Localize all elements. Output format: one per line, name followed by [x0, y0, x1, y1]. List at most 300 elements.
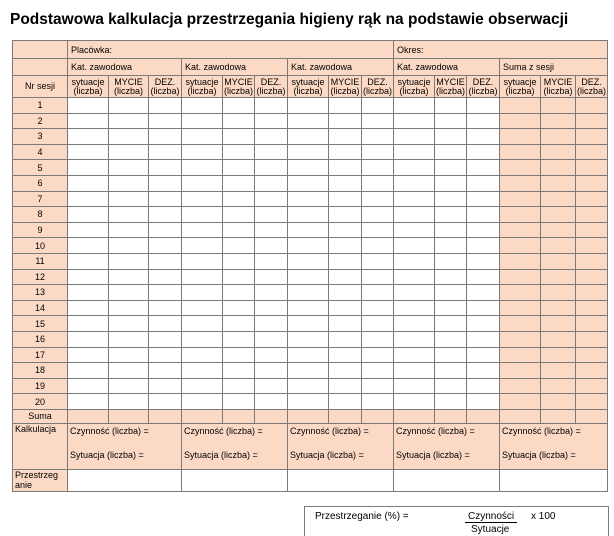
entry-cell[interactable]: [288, 222, 329, 238]
entry-cell[interactable]: [223, 98, 255, 114]
entry-cell[interactable]: [68, 175, 109, 191]
entry-cell[interactable]: [223, 363, 255, 379]
entry-cell[interactable]: [288, 129, 329, 145]
entry-cell[interactable]: [329, 113, 362, 129]
entry-cell[interactable]: [68, 347, 109, 363]
entry-cell[interactable]: [109, 98, 149, 114]
entry-cell[interactable]: [394, 363, 435, 379]
entry-cell[interactable]: [329, 347, 362, 363]
entry-cell[interactable]: [149, 316, 182, 332]
entry-cell[interactable]: [500, 394, 541, 410]
entry-cell[interactable]: [541, 222, 576, 238]
entry-cell[interactable]: [109, 144, 149, 160]
entry-cell[interactable]: [362, 331, 394, 347]
entry-cell[interactable]: [68, 394, 109, 410]
entry-cell[interactable]: [182, 269, 223, 285]
entry-cell[interactable]: [223, 222, 255, 238]
entry-cell[interactable]: [435, 316, 467, 332]
entry-cell[interactable]: [467, 378, 500, 394]
entry-cell[interactable]: [255, 144, 288, 160]
entry-cell[interactable]: [329, 316, 362, 332]
entry-cell[interactable]: [362, 222, 394, 238]
entry-cell[interactable]: [435, 331, 467, 347]
entry-cell[interactable]: [255, 347, 288, 363]
entry-cell[interactable]: [394, 207, 435, 223]
entry-cell[interactable]: [109, 253, 149, 269]
suma-cell[interactable]: [288, 409, 329, 423]
entry-cell[interactable]: [467, 347, 500, 363]
entry-cell[interactable]: [329, 269, 362, 285]
entry-cell[interactable]: [255, 160, 288, 176]
entry-cell[interactable]: [541, 129, 576, 145]
przestrzeganie-cell-1[interactable]: [68, 469, 182, 491]
entry-cell[interactable]: [576, 238, 608, 254]
entry-cell[interactable]: [182, 98, 223, 114]
entry-cell[interactable]: [541, 113, 576, 129]
suma-cell[interactable]: [255, 409, 288, 423]
entry-cell[interactable]: [149, 363, 182, 379]
entry-cell[interactable]: [288, 394, 329, 410]
entry-cell[interactable]: [576, 269, 608, 285]
entry-cell[interactable]: [255, 269, 288, 285]
entry-cell[interactable]: [68, 316, 109, 332]
entry-cell[interactable]: [329, 129, 362, 145]
entry-cell[interactable]: [288, 285, 329, 301]
entry-cell[interactable]: [541, 98, 576, 114]
entry-cell[interactable]: [288, 331, 329, 347]
entry-cell[interactable]: [435, 207, 467, 223]
entry-cell[interactable]: [68, 238, 109, 254]
entry-cell[interactable]: [223, 129, 255, 145]
entry-cell[interactable]: [541, 394, 576, 410]
entry-cell[interactable]: [182, 378, 223, 394]
entry-cell[interactable]: [576, 207, 608, 223]
entry-cell[interactable]: [435, 144, 467, 160]
entry-cell[interactable]: [182, 347, 223, 363]
entry-cell[interactable]: [182, 300, 223, 316]
entry-cell[interactable]: [182, 113, 223, 129]
entry-cell[interactable]: [500, 316, 541, 332]
entry-cell[interactable]: [576, 175, 608, 191]
entry-cell[interactable]: [329, 222, 362, 238]
entry-cell[interactable]: [435, 347, 467, 363]
entry-cell[interactable]: [467, 331, 500, 347]
entry-cell[interactable]: [288, 238, 329, 254]
entry-cell[interactable]: [541, 363, 576, 379]
suma-cell[interactable]: [467, 409, 500, 423]
entry-cell[interactable]: [68, 222, 109, 238]
entry-cell[interactable]: [223, 238, 255, 254]
entry-cell[interactable]: [68, 129, 109, 145]
entry-cell[interactable]: [576, 347, 608, 363]
entry-cell[interactable]: [255, 316, 288, 332]
entry-cell[interactable]: [541, 253, 576, 269]
entry-cell[interactable]: [467, 191, 500, 207]
entry-cell[interactable]: [329, 144, 362, 160]
entry-cell[interactable]: [255, 300, 288, 316]
entry-cell[interactable]: [149, 113, 182, 129]
entry-cell[interactable]: [223, 285, 255, 301]
entry-cell[interactable]: [394, 113, 435, 129]
entry-cell[interactable]: [149, 347, 182, 363]
entry-cell[interactable]: [68, 378, 109, 394]
entry-cell[interactable]: [149, 129, 182, 145]
entry-cell[interactable]: [435, 394, 467, 410]
entry-cell[interactable]: [149, 191, 182, 207]
entry-cell[interactable]: [435, 300, 467, 316]
entry-cell[interactable]: [149, 160, 182, 176]
entry-cell[interactable]: [500, 207, 541, 223]
entry-cell[interactable]: [109, 285, 149, 301]
entry-cell[interactable]: [288, 378, 329, 394]
entry-cell[interactable]: [435, 253, 467, 269]
entry-cell[interactable]: [255, 113, 288, 129]
entry-cell[interactable]: [467, 394, 500, 410]
entry-cell[interactable]: [182, 253, 223, 269]
entry-cell[interactable]: [394, 316, 435, 332]
entry-cell[interactable]: [541, 269, 576, 285]
entry-cell[interactable]: [68, 285, 109, 301]
entry-cell[interactable]: [255, 98, 288, 114]
entry-cell[interactable]: [109, 160, 149, 176]
entry-cell[interactable]: [329, 378, 362, 394]
entry-cell[interactable]: [394, 378, 435, 394]
entry-cell[interactable]: [255, 363, 288, 379]
entry-cell[interactable]: [68, 253, 109, 269]
entry-cell[interactable]: [435, 113, 467, 129]
entry-cell[interactable]: [182, 363, 223, 379]
suma-cell[interactable]: [576, 409, 608, 423]
entry-cell[interactable]: [541, 238, 576, 254]
entry-cell[interactable]: [362, 175, 394, 191]
entry-cell[interactable]: [362, 238, 394, 254]
entry-cell[interactable]: [182, 222, 223, 238]
entry-cell[interactable]: [149, 253, 182, 269]
entry-cell[interactable]: [362, 300, 394, 316]
entry-cell[interactable]: [182, 394, 223, 410]
entry-cell[interactable]: [182, 331, 223, 347]
entry-cell[interactable]: [255, 378, 288, 394]
entry-cell[interactable]: [362, 207, 394, 223]
entry-cell[interactable]: [329, 253, 362, 269]
entry-cell[interactable]: [467, 98, 500, 114]
entry-cell[interactable]: [576, 222, 608, 238]
entry-cell[interactable]: [149, 269, 182, 285]
entry-cell[interactable]: [223, 378, 255, 394]
entry-cell[interactable]: [149, 285, 182, 301]
entry-cell[interactable]: [149, 394, 182, 410]
entry-cell[interactable]: [500, 129, 541, 145]
entry-cell[interactable]: [467, 113, 500, 129]
entry-cell[interactable]: [223, 207, 255, 223]
entry-cell[interactable]: [329, 160, 362, 176]
entry-cell[interactable]: [394, 300, 435, 316]
entry-cell[interactable]: [362, 378, 394, 394]
entry-cell[interactable]: [467, 222, 500, 238]
entry-cell[interactable]: [255, 129, 288, 145]
entry-cell[interactable]: [500, 378, 541, 394]
entry-cell[interactable]: [576, 378, 608, 394]
entry-cell[interactable]: [255, 285, 288, 301]
entry-cell[interactable]: [394, 129, 435, 145]
entry-cell[interactable]: [68, 191, 109, 207]
entry-cell[interactable]: [288, 144, 329, 160]
entry-cell[interactable]: [541, 300, 576, 316]
przestrzeganie-cell-2[interactable]: [182, 469, 288, 491]
entry-cell[interactable]: [467, 269, 500, 285]
entry-cell[interactable]: [467, 129, 500, 145]
entry-cell[interactable]: [223, 331, 255, 347]
entry-cell[interactable]: [362, 285, 394, 301]
przestrzeganie-cell-5[interactable]: [500, 469, 608, 491]
entry-cell[interactable]: [576, 191, 608, 207]
entry-cell[interactable]: [394, 394, 435, 410]
entry-cell[interactable]: [109, 300, 149, 316]
entry-cell[interactable]: [576, 331, 608, 347]
entry-cell[interactable]: [149, 98, 182, 114]
entry-cell[interactable]: [500, 300, 541, 316]
suma-cell[interactable]: [149, 409, 182, 423]
entry-cell[interactable]: [109, 222, 149, 238]
entry-cell[interactable]: [223, 253, 255, 269]
entry-cell[interactable]: [541, 175, 576, 191]
entry-cell[interactable]: [435, 285, 467, 301]
entry-cell[interactable]: [223, 113, 255, 129]
entry-cell[interactable]: [541, 316, 576, 332]
entry-cell[interactable]: [182, 191, 223, 207]
entry-cell[interactable]: [435, 129, 467, 145]
entry-cell[interactable]: [576, 253, 608, 269]
entry-cell[interactable]: [500, 222, 541, 238]
entry-cell[interactable]: [255, 394, 288, 410]
entry-cell[interactable]: [223, 191, 255, 207]
entry-cell[interactable]: [288, 207, 329, 223]
entry-cell[interactable]: [68, 269, 109, 285]
entry-cell[interactable]: [255, 238, 288, 254]
entry-cell[interactable]: [500, 238, 541, 254]
entry-cell[interactable]: [467, 300, 500, 316]
entry-cell[interactable]: [467, 160, 500, 176]
entry-cell[interactable]: [68, 160, 109, 176]
entry-cell[interactable]: [362, 347, 394, 363]
entry-cell[interactable]: [288, 98, 329, 114]
entry-cell[interactable]: [109, 129, 149, 145]
entry-cell[interactable]: [223, 316, 255, 332]
entry-cell[interactable]: [223, 394, 255, 410]
entry-cell[interactable]: [149, 175, 182, 191]
entry-cell[interactable]: [68, 113, 109, 129]
entry-cell[interactable]: [394, 160, 435, 176]
entry-cell[interactable]: [467, 253, 500, 269]
entry-cell[interactable]: [109, 316, 149, 332]
suma-cell[interactable]: [109, 409, 149, 423]
entry-cell[interactable]: [362, 253, 394, 269]
entry-cell[interactable]: [329, 238, 362, 254]
entry-cell[interactable]: [182, 316, 223, 332]
entry-cell[interactable]: [576, 144, 608, 160]
entry-cell[interactable]: [329, 285, 362, 301]
entry-cell[interactable]: [288, 347, 329, 363]
suma-cell[interactable]: [541, 409, 576, 423]
entry-cell[interactable]: [467, 207, 500, 223]
entry-cell[interactable]: [362, 98, 394, 114]
entry-cell[interactable]: [541, 285, 576, 301]
entry-cell[interactable]: [109, 113, 149, 129]
przestrzeganie-cell-4[interactable]: [394, 469, 500, 491]
entry-cell[interactable]: [255, 222, 288, 238]
entry-cell[interactable]: [362, 160, 394, 176]
entry-cell[interactable]: [362, 363, 394, 379]
entry-cell[interactable]: [500, 98, 541, 114]
entry-cell[interactable]: [223, 347, 255, 363]
entry-cell[interactable]: [109, 175, 149, 191]
entry-cell[interactable]: [329, 300, 362, 316]
entry-cell[interactable]: [329, 207, 362, 223]
suma-cell[interactable]: [362, 409, 394, 423]
entry-cell[interactable]: [467, 144, 500, 160]
entry-cell[interactable]: [288, 300, 329, 316]
entry-cell[interactable]: [182, 144, 223, 160]
entry-cell[interactable]: [576, 285, 608, 301]
entry-cell[interactable]: [255, 253, 288, 269]
entry-cell[interactable]: [182, 160, 223, 176]
entry-cell[interactable]: [255, 191, 288, 207]
entry-cell[interactable]: [500, 144, 541, 160]
entry-cell[interactable]: [288, 191, 329, 207]
entry-cell[interactable]: [182, 207, 223, 223]
entry-cell[interactable]: [182, 238, 223, 254]
entry-cell[interactable]: [435, 222, 467, 238]
entry-cell[interactable]: [435, 363, 467, 379]
entry-cell[interactable]: [541, 160, 576, 176]
entry-cell[interactable]: [541, 347, 576, 363]
entry-cell[interactable]: [109, 378, 149, 394]
entry-cell[interactable]: [435, 191, 467, 207]
entry-cell[interactable]: [394, 98, 435, 114]
entry-cell[interactable]: [255, 331, 288, 347]
przestrzeganie-cell-3[interactable]: [288, 469, 394, 491]
entry-cell[interactable]: [329, 98, 362, 114]
entry-cell[interactable]: [500, 363, 541, 379]
entry-cell[interactable]: [394, 285, 435, 301]
entry-cell[interactable]: [467, 363, 500, 379]
entry-cell[interactable]: [362, 316, 394, 332]
entry-cell[interactable]: [541, 207, 576, 223]
entry-cell[interactable]: [576, 98, 608, 114]
entry-cell[interactable]: [109, 394, 149, 410]
entry-cell[interactable]: [500, 285, 541, 301]
entry-cell[interactable]: [288, 363, 329, 379]
entry-cell[interactable]: [149, 300, 182, 316]
entry-cell[interactable]: [109, 363, 149, 379]
entry-cell[interactable]: [394, 144, 435, 160]
suma-cell[interactable]: [329, 409, 362, 423]
entry-cell[interactable]: [394, 191, 435, 207]
entry-cell[interactable]: [288, 316, 329, 332]
entry-cell[interactable]: [541, 144, 576, 160]
entry-cell[interactable]: [288, 269, 329, 285]
entry-cell[interactable]: [329, 331, 362, 347]
entry-cell[interactable]: [109, 191, 149, 207]
entry-cell[interactable]: [223, 144, 255, 160]
entry-cell[interactable]: [109, 207, 149, 223]
entry-cell[interactable]: [500, 253, 541, 269]
entry-cell[interactable]: [500, 269, 541, 285]
suma-cell[interactable]: [182, 409, 223, 423]
entry-cell[interactable]: [435, 378, 467, 394]
entry-cell[interactable]: [329, 191, 362, 207]
entry-cell[interactable]: [68, 207, 109, 223]
entry-cell[interactable]: [467, 175, 500, 191]
entry-cell[interactable]: [149, 331, 182, 347]
entry-cell[interactable]: [435, 238, 467, 254]
suma-cell[interactable]: [435, 409, 467, 423]
entry-cell[interactable]: [435, 98, 467, 114]
entry-cell[interactable]: [255, 175, 288, 191]
entry-cell[interactable]: [576, 363, 608, 379]
entry-cell[interactable]: [500, 113, 541, 129]
entry-cell[interactable]: [329, 394, 362, 410]
entry-cell[interactable]: [394, 238, 435, 254]
entry-cell[interactable]: [329, 175, 362, 191]
entry-cell[interactable]: [435, 160, 467, 176]
entry-cell[interactable]: [149, 222, 182, 238]
entry-cell[interactable]: [467, 316, 500, 332]
entry-cell[interactable]: [223, 300, 255, 316]
suma-cell[interactable]: [500, 409, 541, 423]
entry-cell[interactable]: [362, 191, 394, 207]
entry-cell[interactable]: [394, 175, 435, 191]
entry-cell[interactable]: [109, 347, 149, 363]
entry-cell[interactable]: [500, 331, 541, 347]
entry-cell[interactable]: [435, 269, 467, 285]
entry-cell[interactable]: [68, 98, 109, 114]
entry-cell[interactable]: [435, 175, 467, 191]
suma-cell[interactable]: [68, 409, 109, 423]
entry-cell[interactable]: [109, 331, 149, 347]
entry-cell[interactable]: [362, 113, 394, 129]
entry-cell[interactable]: [576, 113, 608, 129]
entry-cell[interactable]: [362, 394, 394, 410]
entry-cell[interactable]: [576, 300, 608, 316]
entry-cell[interactable]: [288, 175, 329, 191]
entry-cell[interactable]: [68, 300, 109, 316]
entry-cell[interactable]: [394, 269, 435, 285]
entry-cell[interactable]: [500, 191, 541, 207]
entry-cell[interactable]: [500, 160, 541, 176]
entry-cell[interactable]: [68, 363, 109, 379]
entry-cell[interactable]: [288, 113, 329, 129]
entry-cell[interactable]: [182, 285, 223, 301]
entry-cell[interactable]: [182, 129, 223, 145]
suma-cell[interactable]: [223, 409, 255, 423]
entry-cell[interactable]: [394, 222, 435, 238]
entry-cell[interactable]: [394, 253, 435, 269]
entry-cell[interactable]: [149, 207, 182, 223]
entry-cell[interactable]: [109, 238, 149, 254]
entry-cell[interactable]: [362, 129, 394, 145]
entry-cell[interactable]: [467, 238, 500, 254]
entry-cell[interactable]: [288, 253, 329, 269]
entry-cell[interactable]: [541, 331, 576, 347]
entry-cell[interactable]: [576, 129, 608, 145]
entry-cell[interactable]: [149, 144, 182, 160]
entry-cell[interactable]: [500, 175, 541, 191]
entry-cell[interactable]: [394, 347, 435, 363]
entry-cell[interactable]: [109, 269, 149, 285]
entry-cell[interactable]: [149, 378, 182, 394]
entry-cell[interactable]: [541, 191, 576, 207]
